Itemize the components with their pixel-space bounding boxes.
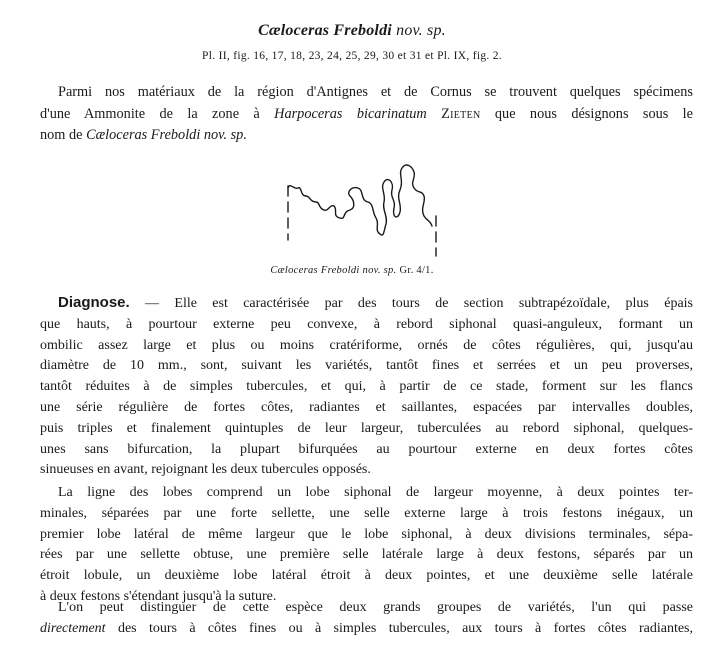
diagnose-line-3: ombilic assez large et plus ou moins cratériforme, ornés de côtes régulières, qui, jusqu'au — [40, 337, 693, 353]
diagnose-line-9: sinueuses en avant, rejoignant les deux tubercules opposés. — [40, 462, 371, 478]
lobes-line-6: à deux festons s'étendant jusqu'à la suture. — [40, 588, 277, 604]
suture-line-figure — [280, 160, 450, 270]
suture-line — [288, 165, 432, 235]
intro-text: nom de — [40, 127, 87, 144]
species-title — [0, 22, 704, 40]
varietes-text: des tours à côtes fines ou à simples tubercules, aux tours à fortes côtes radiantes, — [105, 620, 693, 636]
varietes-paragraph — [40, 598, 693, 640]
lobes-line-2: minales, séparées par une forte sellette, une selle externe large à trois festons inégaux, un — [40, 505, 693, 521]
diagnose-paragraph — [40, 293, 693, 481]
diagnose-heading: Diagnose. — [58, 294, 130, 311]
species-harpoceras: Harpoceras bicarinatum — [274, 105, 427, 122]
title-nov-sp: nov. sp. — [396, 22, 446, 39]
lobes-paragraph — [40, 483, 693, 608]
diagnose-line-5: tantôt réduites à de simples tubercules, et qui, à partir de ce stade, forment sur les flancs — [40, 379, 693, 395]
diagnose-line-1 — [40, 293, 693, 315]
lobes-line-5: étroit lobule, un deuxième lobe latéral étroit à deux pointes, et une deuxième selle latérale — [40, 568, 693, 584]
diagnose-line-7: puis triples et finalement quintuples de leur largeur, tuberculées au rebord siphonal, quelques- — [40, 420, 693, 436]
title-genus: Cæloceras Freboldi — [258, 22, 392, 39]
intro-line-3 — [40, 125, 693, 147]
lobes-line-3: premier lobe latéral de même largeur que le lobe siphonal, à deux divisions terminales, sépa- — [40, 526, 693, 542]
figure-caption — [0, 265, 704, 276]
intro-text: que nous désignons sous le — [480, 105, 693, 122]
emphasis-directement: directement — [40, 620, 106, 636]
intro-line-2 — [40, 104, 693, 126]
diagnose-line-4: diamètre de 10 mm., sont, suivant les variétés, tantôt fines et serrées et un peu proverses, — [40, 358, 693, 374]
varietes-line-2 — [40, 619, 693, 640]
intro-line-1: Parmi nos matériaux de la région d'Antignes et de Cornus se trouvent quelques spécimens — [58, 84, 693, 100]
caption-species: Cæloceras Freboldi nov. sp. — [270, 265, 397, 276]
species-caeloceras: Cæloceras Freboldi nov. sp. — [86, 127, 247, 144]
varietes-line-1: L'on peut distinguer de cette espèce deux grands groupes de variétés, l'un qui passe — [58, 600, 693, 615]
diagnose-line-6: une série régulière de fortes côtes, radiantes et saillantes, espacées par intervalles doubles, — [40, 399, 693, 415]
author-zieten: Zieten — [441, 105, 481, 122]
diagnose-text: — Elle est caractérisée par des tours de section subtrapézoïdale, plus épais — [129, 296, 693, 311]
diagnose-line-2: que hauts, à pourtour externe peu convexe, à rebord siphonal quasi-anguleux, formant un — [40, 316, 693, 332]
lobes-line-4: rées par une sellette obtuse, une première selle latérale large à deux festons, séparés par un — [40, 547, 693, 563]
intro-paragraph — [40, 82, 693, 147]
plate-figure-references: Pl. II, fig. 16, 17, 18, 23, 24, 25, 29, 30 et 31 et Pl. IX, fig. 2. — [202, 50, 502, 62]
caption-scale: Gr. 4/1. — [399, 265, 434, 276]
intro-text: d'une Ammonite de la zone à — [40, 105, 275, 122]
diagnose-line-8: unes sans bifurcation, la plupart bifurquées au pourtour externe en deux fortes côtes — [40, 441, 693, 457]
lobes-line-1: La ligne des lobes comprend un lobe siphonal de largeur moyenne, à deux pointes ter- — [58, 485, 693, 500]
